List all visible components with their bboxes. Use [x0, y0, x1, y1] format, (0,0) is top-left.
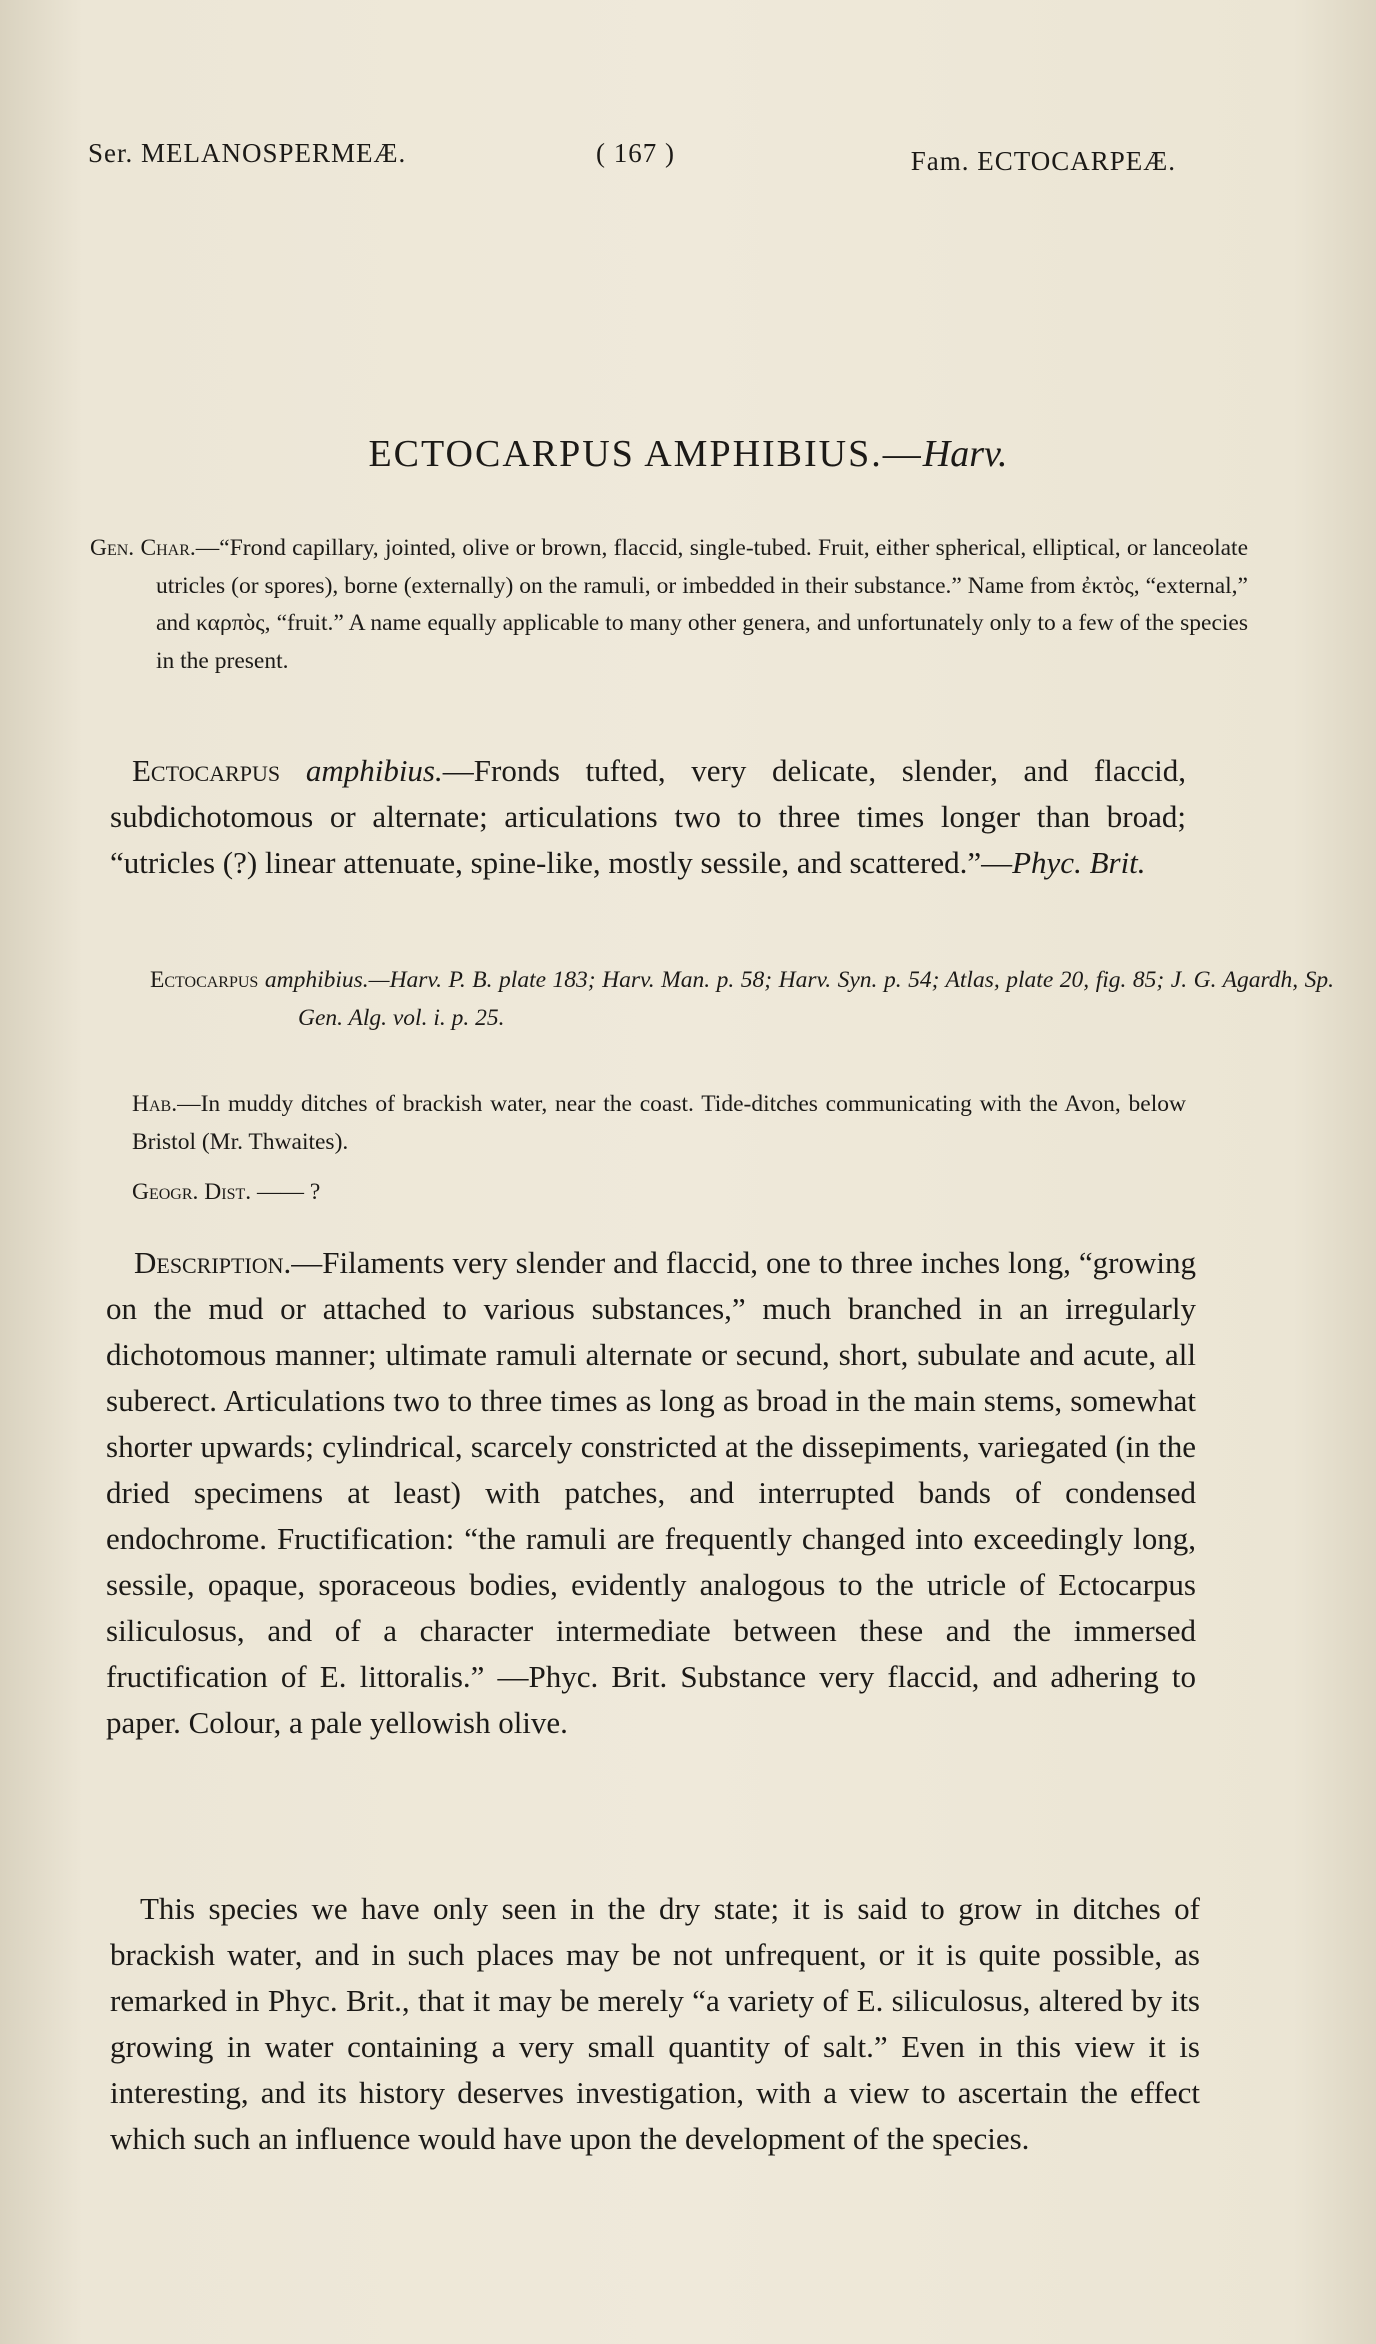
species-epithet: amphibius. — [305, 753, 443, 788]
geographic-distribution — [132, 1174, 732, 1212]
description-label: Description. — [134, 1245, 292, 1280]
hab-text: —In muddy ditches of brackish water, near the coast. Tide-ditches communicating with the Avon, below Bristol (Mr. Thwaites). — [132, 1091, 1186, 1155]
generic-character — [90, 530, 1248, 680]
geogr-text: —— ? — [257, 1179, 321, 1205]
family-heading: Fam. ECTOCARPEÆ. — [910, 146, 1176, 176]
synonymy-text: amphibius.—Harv. P. B. plate 183; Harv. Man. p. 58; Harv. Syn. p. 54; Atlas, plate 20, fig. 85; J. G. Agardh, Sp. Gen. Alg. vol. i. p. 25. — [264, 967, 1335, 1031]
description — [106, 1240, 1196, 1746]
remarks — [110, 1886, 1200, 2162]
description-text: —Filaments very slender and flaccid, one to three inches long, “growing on the mud or attached to various substances,” much branched in an irregularly dichotomous manner; ultimate ramuli alternate or secund, short, subulate and acute, all suberect. Articulations two to three times as long as broad in the main stems, somewhat shorter upwards; cylindrical, scarcely constricted at the dissepiments, variegated (in the dried specimens at least) with patches, and interrupted bands of condensed endochrome. Fructification: “the ramuli are frequently changed into exceedingly long, sessile, opaque, sporaceous bodies, evidently analogous to the utricle of Ectocarpus siliculosus, and of a character intermediate between these and the immersed fructification of E. littoralis.” —Phyc. Brit. Substance very flaccid, and adhering to paper. Colour, a pale yellowish olive. — [106, 1245, 1196, 1740]
gen-char-label: Gen. Char. — [90, 535, 196, 561]
synonymy-genus: Ectocarpus — [150, 967, 259, 993]
specific-character — [110, 748, 1186, 886]
species-char-text: —Fronds tufted, very delicate, slender, and flaccid, subdichotomous or alternate; articulations two to three times longer than broad; “utricles (?) linear attenuate, spine-like, mostly sessile, and scattered.”— — [110, 753, 1186, 880]
species-title — [0, 432, 1376, 476]
title-author: Harv. — [922, 433, 1008, 475]
remarks-text: This species we have only seen in the dry state; it is said to grow in ditches of brackish water, and in such places may be not unfrequent, or it is quite possible, as remarked in Phyc. Brit., that it may be merely “a variety of E. siliculosus, altered by its growing in water containing a very small quantity of salt.” Even in this view it is interesting, and its history deserves investigation, with a view to ascertain the effect which such an influence would have upon the development of the species. — [110, 1891, 1200, 2156]
running-head — [88, 138, 1176, 188]
hab-label: Hab. — [132, 1091, 178, 1117]
series-heading: Ser. MELANOSPERMEÆ. — [88, 138, 407, 168]
geogr-label: Geogr. Dist. — [132, 1179, 252, 1205]
species-genus: Ectocarpus — [132, 753, 281, 788]
species-char-ref: Phyc. Brit. — [1012, 845, 1146, 880]
title-main: ECTOCARPUS AMPHIBIUS.— — [368, 433, 923, 475]
gen-char-text: —“Frond capillary, jointed, olive or brown, flaccid, single-tubed. Fruit, either spherical, elliptical, or lanceolate utricles (or spores), borne (externally) on the ramuli, or imbedded in their substance.” Name from ἐκτὸς, “external,” and καρπὸς, “fruit.” A name equally applicable to many other genera, and unfortunately only to a few of the species in the present. — [156, 535, 1248, 674]
habitat — [132, 1086, 1186, 1161]
synonymy — [150, 962, 1334, 1037]
page-number: ( 167 ) — [596, 138, 675, 168]
